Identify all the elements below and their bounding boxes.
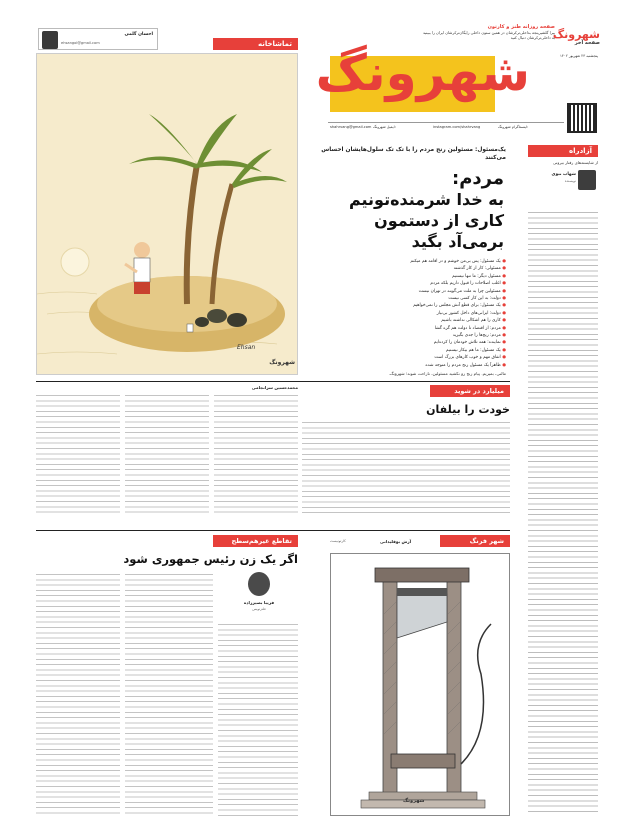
taghato-label: تقاطع غیرهم‌سطح xyxy=(213,535,298,547)
columnist-name: احسان گلمی xyxy=(124,32,153,37)
bullet-text: ظاهراً یک مسئول رنج مردم را متوجه شده xyxy=(425,362,501,368)
bullet-text: نماینده: همه تلاش خودمان را کرده‌ایم xyxy=(433,340,501,346)
bullet-icon: ● xyxy=(500,318,506,324)
headline-line-1: مردم: xyxy=(452,168,504,189)
instagram-link[interactable]: instagram.com/shahrvang xyxy=(433,125,481,129)
bullet-icon: ● xyxy=(500,303,506,309)
telegram-label: اینستاگرام شهرونگ: xyxy=(498,125,529,129)
main-bullets xyxy=(302,258,510,369)
taghato-headline: اگر یک زن رئیس جمهوری شود xyxy=(123,552,298,566)
social-bar xyxy=(328,122,564,131)
main-bullet-item xyxy=(306,273,506,280)
headline-line-3: کاری از دستمون xyxy=(374,211,504,230)
bullet-text: مسئولین چرا به ملت می‌گویند در تهران نیست xyxy=(418,288,501,294)
bullet-icon: ● xyxy=(500,362,506,368)
main-bullet-item xyxy=(306,280,506,287)
email-label: ایمیل شهرونگ: xyxy=(373,125,396,129)
author-name: شهاب نبوی xyxy=(551,172,576,177)
bullet-icon: ● xyxy=(500,340,506,346)
columnist-box xyxy=(38,28,158,50)
columnist-email: ehsangol@gmail.com xyxy=(61,41,100,45)
taghato-author-role: طنزنویس xyxy=(252,607,266,611)
taghato-body-1 xyxy=(36,572,120,816)
taghato-author-photo xyxy=(248,572,270,596)
main-kicker: یک‌مسئول: مسئولین رنج مردم را با تک تک سلول‌هایشان احساس می‌کنند xyxy=(321,147,506,161)
main-bullet-item xyxy=(306,347,506,354)
azadrah-label: آزادراه xyxy=(528,145,598,157)
guillotine-brand: شهرونگ xyxy=(403,798,425,804)
author-photo xyxy=(578,170,596,190)
main-bullet-item xyxy=(306,288,506,295)
date-line: پنجشنبه ۲۳ شهریور ۱۴۰۲ xyxy=(560,54,598,58)
main-story xyxy=(302,146,510,376)
logo: شهرونگ xyxy=(315,44,530,102)
headline-line-2: به خدا شرمند‌ه‌تونیم xyxy=(348,190,504,209)
left-article-author: محمدحسین سرانجامی xyxy=(251,385,298,390)
main-bullet-item xyxy=(306,295,506,302)
tagline-main xyxy=(330,24,555,40)
bullet-icon: ● xyxy=(500,259,506,264)
bullet-icon: ● xyxy=(500,325,506,331)
shahrefarang-author: آرش بوقلیدانی xyxy=(380,539,412,544)
bullet-icon: ● xyxy=(500,281,506,287)
tagline-1: صفحه روزانه طنز و کارتون xyxy=(487,24,555,30)
left-article xyxy=(36,385,298,517)
bullet-text: یک مسئول: پس بی‌من خوشم و در اقامه هم میکنم xyxy=(410,259,501,264)
bullet-text: کاری را هم اشکالی نداشته باشیم xyxy=(441,318,501,324)
taghato-author-name: فریبا بصیرزاده xyxy=(243,600,275,605)
left-article-body-1 xyxy=(36,393,120,517)
milyard-headline: خودت را بیلفان xyxy=(426,403,510,416)
taghato-body-2 xyxy=(125,572,213,816)
bullet-text: مسئول دیگر: ما تنها نیستیم xyxy=(452,273,501,279)
right-column-subhead: از شایسته‌های رفتار بیرونی xyxy=(552,160,598,165)
bullet-text: اغلب اصلاحات را قبول داریم بلکه مردم xyxy=(430,281,501,287)
left-article-body-3 xyxy=(214,393,298,517)
issue-line: صفحه آخر xyxy=(574,40,600,46)
tagline-2: پیرا گلشیرینجه بداخلی‌ترکرشان در همین ستون داخلی رایگان‌ترکرشان ایران را ببینید xyxy=(423,30,555,35)
taghato-header xyxy=(213,535,298,547)
taghato-body-3 xyxy=(218,622,298,816)
bullet-text: مردم: از اقتصاد تا دولت هم گره گشا xyxy=(434,325,501,331)
bullet-text: مردم: رنج‌ها را جدی بگیرید xyxy=(452,333,501,339)
main-bullet-item xyxy=(306,302,506,309)
divider-lower xyxy=(36,530,510,531)
guillotine-svg xyxy=(331,554,510,816)
shahrefarang-author-line xyxy=(330,538,435,548)
shahrefarang-author-role: کارتونیست xyxy=(330,539,346,543)
right-column-author xyxy=(528,170,598,206)
sun-icon xyxy=(61,248,89,276)
bullet-icon: ● xyxy=(500,347,506,353)
island-cartoon xyxy=(36,53,298,375)
tamashakhaneh-label: تماشاخانه xyxy=(213,38,298,50)
taghato-author-box xyxy=(220,572,300,618)
bullet-icon: ● xyxy=(500,288,506,294)
main-footer: مالنی، بمیریم. پیام رنج رو نکشید مسئولین، ناراحت شوند؛ شهرونگ. xyxy=(388,371,506,377)
shahrefarang-header xyxy=(440,535,510,547)
bullet-icon: ● xyxy=(500,266,506,272)
main-bullet-item xyxy=(306,339,506,346)
main-bullet-item xyxy=(306,310,506,317)
bullet-icon: ● xyxy=(500,355,506,361)
main-bullet-item xyxy=(306,332,506,339)
left-article-body-2 xyxy=(125,393,209,517)
tagline-3: به داخلی‌ترکرشان دنبال کنید xyxy=(510,35,555,40)
main-bullet-item xyxy=(306,354,506,361)
bullet-text: یک مسئول: برای قطع آتش مجلس را نمی‌خواهیم xyxy=(413,303,501,309)
main-headline xyxy=(302,168,510,252)
email-link[interactable]: shahrvang@gmail.com xyxy=(330,125,372,129)
bullet-text: مسئولی: کار از کار گذشته xyxy=(453,266,501,272)
bullet-text: اتفاق مهم و خوب کارهای بزرگ است xyxy=(434,355,501,361)
island-cartoon-svg xyxy=(37,54,298,375)
logo-small: شهرونگ xyxy=(552,28,600,41)
bullet-icon: ● xyxy=(500,273,506,279)
cartoon-brand: شهرونگ xyxy=(269,359,295,366)
author-role: نویسنده xyxy=(564,179,576,183)
main-bullet-item xyxy=(306,258,506,265)
main-bullet-item xyxy=(306,362,506,369)
bullet-text: یک مسئول: ما هم بیکار نیستیم xyxy=(445,347,501,353)
azadrah-header xyxy=(528,145,598,157)
bullet-text: دولت: ایرانی‌های داخل کشور بی‌نیاز xyxy=(436,310,501,316)
cartoon-signature: Ehsan xyxy=(237,344,256,351)
shahrefarang-label: شهر فرنگ xyxy=(440,535,510,547)
main-bullet-item xyxy=(306,325,506,332)
bullet-text: دولت: به این کار کسی نیست xyxy=(448,296,501,302)
milyard-label: میلیارد در شوید xyxy=(430,385,510,397)
main-bullet-item xyxy=(306,265,506,272)
qr-code xyxy=(567,103,597,133)
milyard-body xyxy=(302,420,510,517)
bullet-icon: ● xyxy=(500,310,506,316)
blade-icon xyxy=(397,594,447,638)
columnist-photo xyxy=(42,31,58,49)
divider-mid xyxy=(36,381,510,382)
milyard-header xyxy=(430,385,510,397)
headline-line-4: برمی‌آد بگید xyxy=(411,232,504,251)
tamashakhaneh-header xyxy=(213,38,298,50)
guillotine-cartoon xyxy=(330,553,510,816)
bullet-icon: ● xyxy=(500,296,506,302)
right-column-body xyxy=(528,210,598,816)
bullet-icon: ● xyxy=(500,333,506,339)
main-bullet-item xyxy=(306,317,506,324)
